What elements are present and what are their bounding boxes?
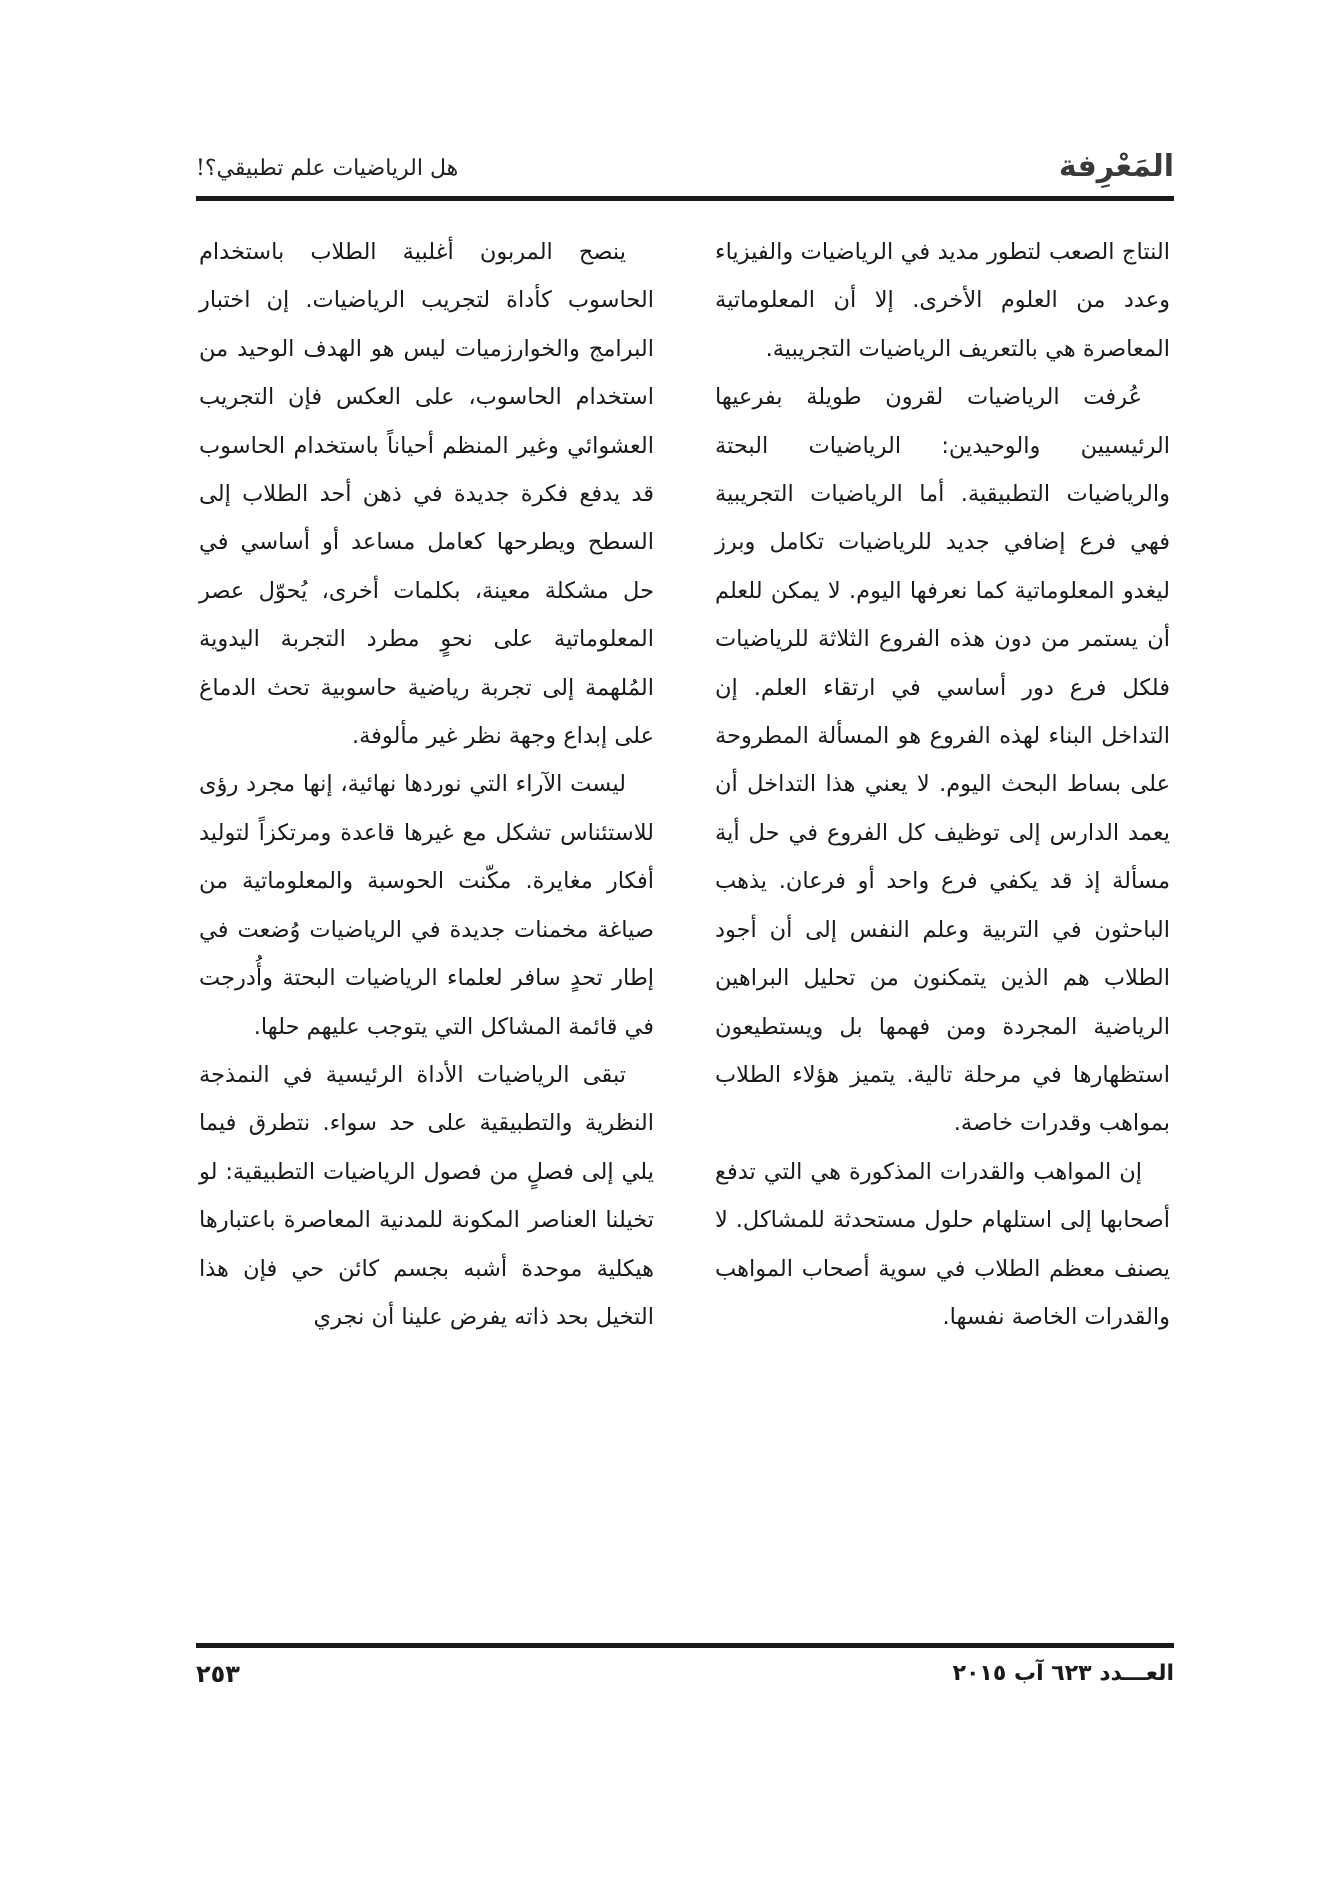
paragraph: إن المواهب والقدرات المذكورة هي التي تدفع أصحابها إلى استلهام حلول مستحدثة للمشاكل. لا يصنف معظم الطلاب في سوية أصحاب المواهب والقدرات الخاصة نفسها. <box>715 1158 1170 1330</box>
paragraph: عُرفت الرياضيات لقرون طويلة بفرعيها الرئيسيين والوحيدين: الرياضيات البحتة والرياضيات التطبيقية. أما الرياضيات التجريبية فهي فرع إضافي جديد للرياضيات تكامل وبرز ليغدو المعلوماتية كما نعرفها اليوم. لا يمكن للعلم أن يستمر من دون هذه الفروع الثلاثة للرياضيات فلكل فرع دور أساسي في ارتقاء العلم. إن التداخل البناء لهذه الفروع هو المسألة المطروحة على بساط البحث اليوم. لا يعني هذا التداخل أن يعمد الدارس إلى توظيف كل الفروع في حل أية مسألة إذ قد يكفي فرع واحد أو فرعان. يذهب الباحثون في التربية وعلم النفس إلى أن أجود الطلاب هم الذين يتمكنون من تحليل البراهين الرياضية المجردة ومن فهمها بل ويستطيعون استظهارها في مرحلة تالية. يتميز هؤلاء الطلاب بمواهب وقدرات خاصة. <box>715 384 1170 1137</box>
issue-info: العـــدد ٦٢٣ آب ٢٠١٥ <box>952 1661 1174 1686</box>
paragraph: تبقى الرياضيات الأداة الرئيسية في النمذجة النظرية والتطبيقية على حد سواء. نتطرق فيما يلي إلى فصلٍ من فصول الرياضيات التطبيقية: لو تخيلنا العناصر المكونة للمدنية المعاصرة باعتبارها هيكلية موحدة أشبه بجسم كائن حي فإن هذا التخيل بحد ذاته يفرض علينا أن نجري <box>199 1061 654 1330</box>
page-number: ٢٥٣ <box>196 1660 240 1688</box>
text-column-right <box>715 228 1170 1341</box>
running-title: هل الرياضيات علم تطبيقي؟! <box>196 156 459 181</box>
magazine-logo: المَعْرِفة <box>1058 149 1174 184</box>
paragraph: ينصح المربون أغلبية الطلاب باستخدام الحاسوب كأداة لتجريب الرياضيات. إن اختبار البرامج والخوارزميات ليس هو الهدف الوحيد من استخدام الحاسوب، على العكس فإن التجريب العشوائي وغير المنظم أحياناً باستخدام الحاسوب قد يدفع فكرة جديدة في ذهن أحد الطلاب إلى السطح ويطرحها كعامل مساعد أو أساسي في حل مشكلة معينة، بكلمات أخرى، يُحوّل عصر المعلوماتية على نحوٍ مطرد التجربة اليدوية المُلهمة إلى تجربة رياضية حاسوبية تحث الدماغ على إبداع وجهة نظر غير مألوفة. <box>199 239 654 750</box>
text-column-left <box>199 228 654 1341</box>
footer-rule <box>196 1643 1174 1648</box>
paragraph: ليست الآراء التي نوردها نهائية، إنها مجرد رؤى للاستئناس تشكل مع غيرها قاعدة ومرتكزاً لتوليد أفكار مغايرة. مكّنت الحوسبة والمعلوماتية من صياغة مخمنات جديدة في الرياضيات وُضعت في إطار تحدٍ سافر لعلماء الرياضيات البحتة وأُدرجت في قائمة المشاكل التي يتوجب عليهم حلها. <box>199 771 654 1040</box>
page-footer <box>196 1658 1174 1694</box>
paragraph: النتاج الصعب لتطور مديد في الرياضيات والفيزياء وعدد من العلوم الأخرى. إلا أن المعلوماتية المعاصرة هي بالتعريف الرياضيات التجريبية. <box>715 239 1170 362</box>
header-rule <box>196 196 1174 201</box>
page-header <box>196 150 1174 190</box>
